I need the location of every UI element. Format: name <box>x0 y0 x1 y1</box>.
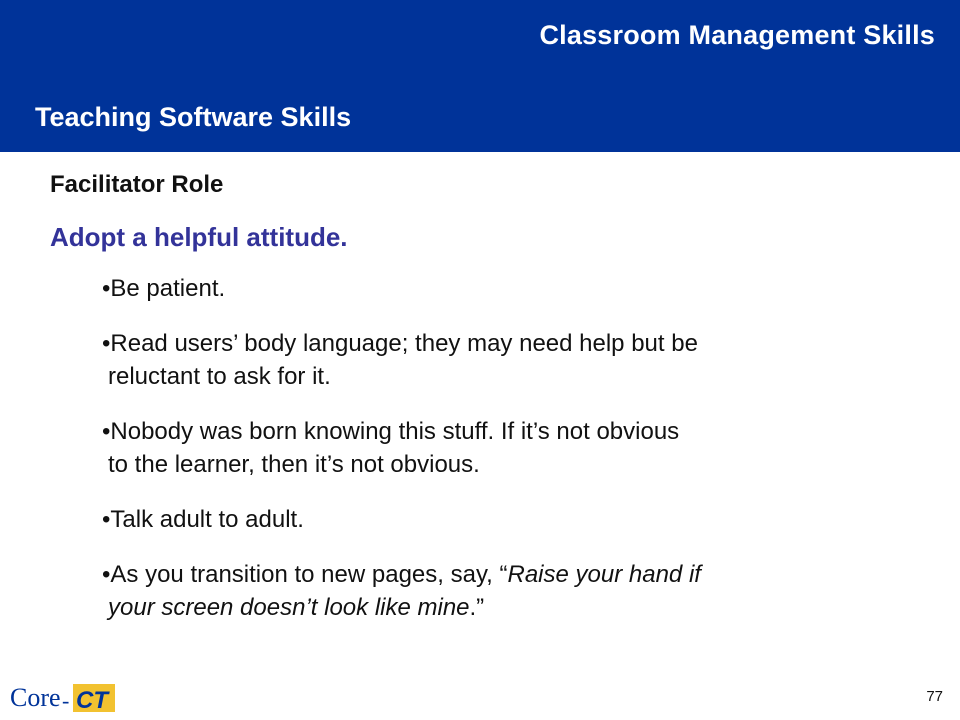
bullet-line: to the learner, then it’s not obvious. <box>108 451 480 478</box>
svg-text:CT: CT <box>76 687 108 714</box>
title-bar <box>0 0 960 152</box>
bullet-item <box>102 327 922 393</box>
bullet-line: •Nobody was born knowing this stuff. If it’s not obvious <box>102 418 680 445</box>
core-ct-logo <box>10 679 120 715</box>
bullet-line: reluctant to ask for it. <box>108 363 331 390</box>
subheading: Adopt a helpful attitude. <box>50 222 348 252</box>
bullet-line: •Be patient. <box>102 275 226 302</box>
bullet-line: •As you transition to new pages, say, “Raise your hand if <box>102 561 701 588</box>
bullet-item <box>102 272 922 305</box>
page-number: 77 <box>926 688 943 705</box>
slide-subtitle: Teaching Software Skills <box>35 102 352 132</box>
bullet-line: your screen doesn’t look like mine.” <box>108 594 485 621</box>
slide-title: Classroom Management Skills <box>539 20 935 50</box>
svg-text:Core: Core <box>10 683 61 712</box>
section-title: Facilitator Role <box>50 171 224 198</box>
bullet-line: •Talk adult to adult. <box>102 506 304 533</box>
bullet-item <box>102 415 922 481</box>
bullet-line: •Read users’ body language; they may need help but be <box>102 330 698 357</box>
svg-text:-: - <box>62 688 70 713</box>
bullet-item <box>102 558 922 624</box>
bullet-item <box>102 503 922 536</box>
bullet-list <box>102 272 922 646</box>
